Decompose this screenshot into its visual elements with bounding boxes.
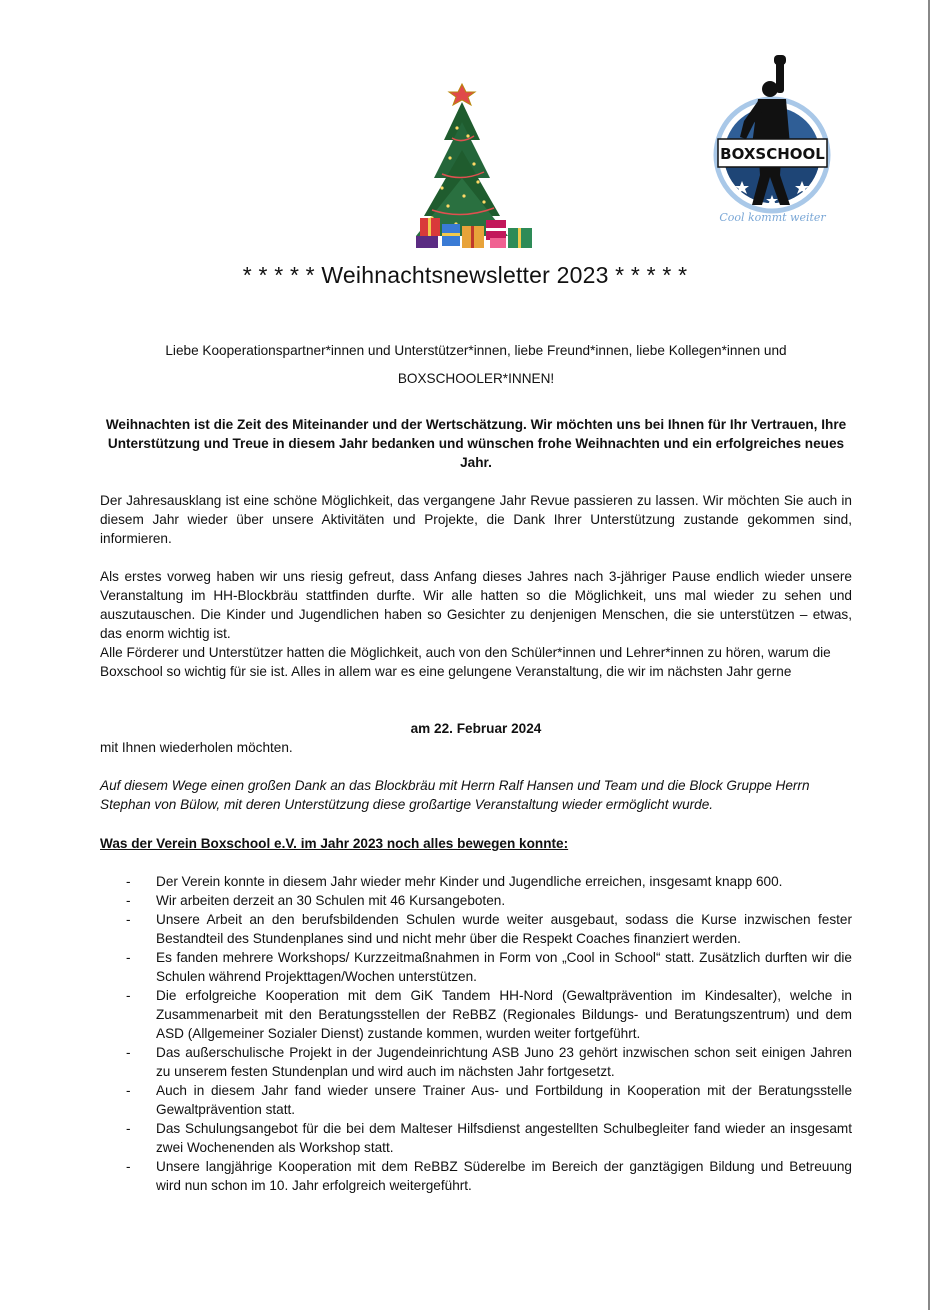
list-item: - Das Schulungsangebot für die bei dem Malteser Hilfsdienst angestellten Schulbegleiter fand wieder an insgesamt zwei Wochenenden als Workshop statt. (126, 1121, 852, 1155)
bullet-marker: - (126, 1045, 131, 1060)
logo-tagline: Cool kommt weiter (719, 211, 826, 224)
list-item: - Unsere langjährige Kooperation mit dem ReBBZ Süderelbe im Bereich der ganztägigen Bildung und Betreuung wird nun schon im 10. Jahr erfolgreich weitergeführt. (126, 1159, 852, 1193)
paragraph-wiederholen: mit Ihnen wiederholen möchten. (100, 740, 293, 755)
paragraph-foerderer: Alle Förderer und Unterstützer hatten die Möglichkeit, auch von den Schüler*innen und Lehrer*innen zu hören, warum die Boxschool so wichtig für sie ist. Alles in allem war es eine gelungene Veranstaltung, die wir im nächsten Jahr gerne (100, 645, 831, 679)
achievements-list (100, 872, 852, 1195)
list-item: - Die erfolgreiche Kooperation mit dem GiK Tandem HH-Nord (Gewaltprävention im Kindesalter), welche in Zusammenarbeit mit den Beratungsstellen der ReBBZ (Regionales Bildungs- und Beratungszentrum) und dem ASD (Allgemeiner Sozialer Dienst) zustande kommen, wurden weiter fortgeführt. (126, 988, 852, 1041)
greeting-line-1: Liebe Kooperationspartner*innen und Unterstützer*innen, liebe Freund*innen, liebe Kollegen*innen und (165, 343, 787, 358)
bullet-marker: - (126, 874, 131, 889)
bullet-marker: - (126, 1083, 131, 1098)
bullet-marker: - (126, 1121, 131, 1136)
boxschool-logo (700, 55, 845, 230)
thanks-paragraph: Auf diesem Wege einen großen Dank an das Blockbräu mit Herrn Ralf Hansen und Team und die Block Gruppe Herrn Stephan von Bülow, mit deren Unterstützung diese großartige Veranstaltung wieder ermöglicht wurde. (100, 778, 810, 812)
bullet-marker: - (126, 988, 131, 1003)
list-item: - Unsere Arbeit an den berufsbildenden Schulen wurde weiter ausgebaut, sodass die Kurse inzwischen fester Bestandteil des Stundenplanes sind und nicht mehr über die Respekt Coaches finanziert werden. (126, 912, 852, 946)
paragraph-jahresausklang: Der Jahresausklang ist eine schöne Möglichkeit, das vergangene Jahr Revue passieren zu lassen. Wir möchten Sie auch in diesem Jahr wieder über unsere Aktivitäten und Projekte, die Dank Ihrer Unterstützung zustande gekommen sind, informieren. (100, 493, 852, 546)
intro-bold-paragraph: Weihnachten ist die Zeit des Miteinander und der Wertschätzung. Wir möchten uns bei Ihnen für Ihr Vertrauen, Ihre Unterstützung und Treue in diesem Jahr bedanken und wünschen frohe Weihnachten und ein erfolgreiches neues Jahr. (105, 417, 847, 470)
list-item: - Der Verein konnte in diesem Jahr wieder mehr Kinder und Jugendliche erreichen, insgesamt knapp 600. (126, 874, 783, 889)
bullet-marker: - (126, 912, 131, 927)
event-date: am 22. Februar 2024 (410, 721, 542, 736)
bullet-marker: - (126, 950, 131, 965)
list-item: - Wir arbeiten derzeit an 30 Schulen mit 46 Kursangeboten. (126, 893, 506, 908)
bullet-marker: - (126, 1159, 131, 1174)
bullet-marker: - (126, 893, 131, 908)
newsletter-title: * * * * * Weihnachtsnewsletter 2023 * * * * * (242, 262, 688, 288)
logo-brand-text: BOXSCHOOL (720, 145, 825, 163)
christmas-tree-image (412, 78, 540, 253)
greeting-line-2: BOXSCHOOLER*INNEN! (397, 371, 555, 386)
paragraph-veranstaltung: Als erstes vorweg haben wir uns riesig gefreut, dass Anfang dieses Jahres nach 3-jähriger Pause endlich wieder unsere Veranstaltung im HH-Blockbräu stattfinden durfte. Wir alle hatten so die Möglichkeit, uns mal wieder zu sehen und auszutauschen. Die Kinder und Jugendlichen haben so Gesichter zu denjenigen Menschen, die sie unterstützen – etwas, das enorm wichtig ist. (100, 569, 852, 641)
list-item: - Auch in diesem Jahr fand wieder unsere Trainer Aus- und Fortbildung in Kooperation mit der Beratungsstelle Gewaltprävention statt. (126, 1083, 852, 1117)
section-heading: Was der Verein Boxschool e.V. im Jahr 2023 noch alles bewegen konnte: (100, 836, 569, 851)
list-item: - Es fanden mehrere Workshops/ Kurzzeitmaßnahmen in Form von „Cool in School“ statt. Zusätzlich durften wir die Schulen während Projekttagen/Wochen unterstützen. (126, 950, 852, 984)
list-item: - Das außerschulische Projekt in der Jugendeinrichtung ASB Juno 23 gehört inzwischen schon seit einigen Jahren zu unserem festen Stundenplan und wird auch im nächsten Jahr fortgesetzt. (126, 1045, 852, 1079)
